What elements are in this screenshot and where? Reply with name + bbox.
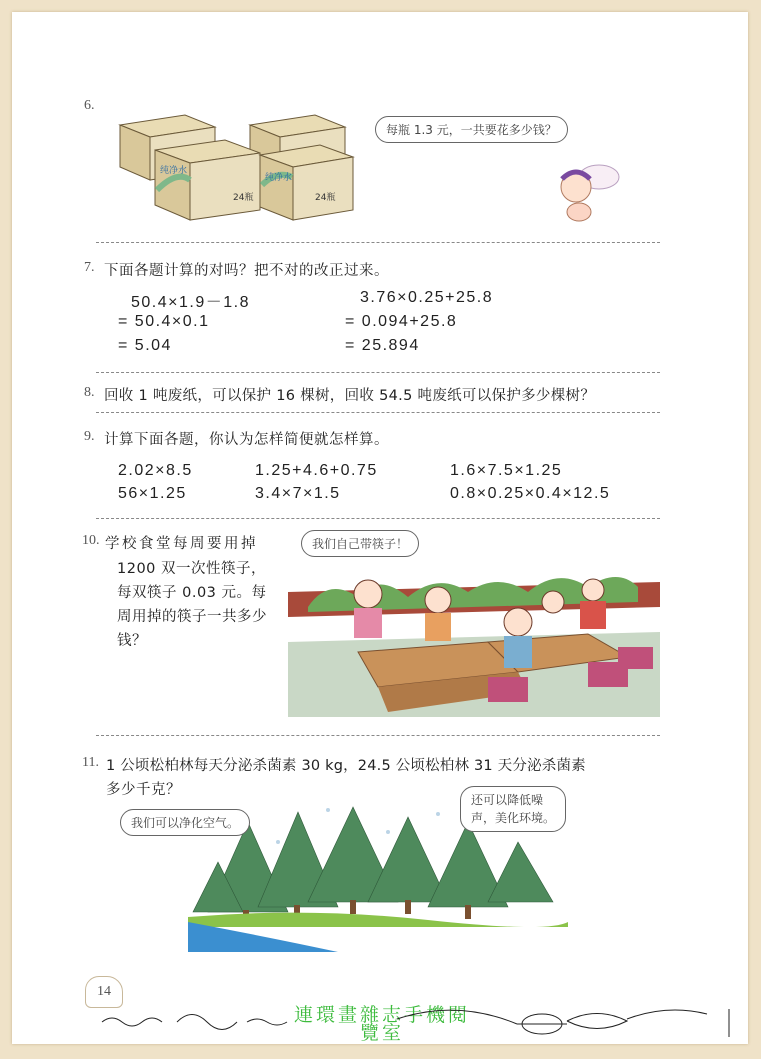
q11-line: 多少千克？ [106,782,181,798]
q7-left-line-1: 50.4×1.9－1.8 [131,294,250,311]
q10-line: 钱？ [117,633,147,649]
box-label: 纯净水 [160,166,188,176]
q9-expr: 1.6×7.5×1.25 [450,462,563,479]
q7-left-line-2: = 50.4×0.1 [118,313,210,330]
divider [96,242,660,243]
divider [96,372,660,373]
q9-expr: 0.8×0.25×0.4×12.5 [450,485,611,502]
q7-right-line-3: = 25.894 [345,337,420,354]
page-number: 14 [85,976,123,1008]
textbook-page [12,12,748,1044]
q8-number: 8. [84,385,95,400]
box-count: 24瓶 [315,193,336,203]
watermark-line: 覽室 [359,1022,404,1044]
q11-speech-bubble-right [460,786,566,832]
q10-line: 学校食堂每周要用掉 [105,536,258,552]
q7-left-line-3: = 5.04 [118,337,172,354]
q9-text: 计算下面各题，你认为怎样简便就怎样算。 [104,432,389,448]
q9-expr: 56×1.25 [118,485,187,502]
q8-text: 回收 1 吨废纸，可以保护 16 棵树，回收 54.5 吨废纸可以保护多少棵树？ [104,388,596,404]
q9-number: 9. [84,429,95,444]
bubble-line: 声，美化环境。 [471,811,556,825]
q11-number: 11. [82,755,99,770]
bubble-line: 还可以降低噪 [471,793,544,807]
decorative-flourish-icon [97,1004,737,1037]
canteen-illustration [288,552,660,717]
q10-line: 1200 双一次性筷子， [117,561,267,577]
q11-speech-bubble-left: 我们可以净化空气。 [120,809,250,836]
q10-line: 每双筷子 0.03 元。每 [117,585,267,601]
q6-number: 6. [84,98,95,113]
q10-line: 周用掉的筷子一共多少 [117,609,267,625]
q11-line: 1 公顷松柏林每天分泌杀菌素 30 kg，24.5 公顷松柏林 31 天分泌杀菌素 [106,758,586,774]
q7-right-line-2: = 0.094+25.8 [345,313,458,330]
q6-speech-bubble: 每瓶 1.3 元，一共要花多少钱？ [375,116,568,143]
q7-right-line-1: 3.76×0.25+25.8 [360,289,494,306]
box-count: 24瓶 [233,193,254,203]
watermark-line: 連環畫雜志手機閱 [293,1004,470,1026]
q10-speech-bubble: 我们自己带筷子！ [301,530,419,557]
water-boxes-illustration [115,105,355,235]
q9-expr: 1.25+4.6+0.75 [255,462,378,479]
q7-number: 7. [84,260,95,275]
divider [96,735,660,736]
q9-expr: 2.02×8.5 [118,462,193,479]
q10-number: 10. [82,533,100,548]
q7-text: 下面各题计算的对吗？把不对的改正过来。 [104,263,389,279]
divider [96,412,660,413]
box-label: 纯净水 [265,173,293,183]
angel-character-icon [544,147,624,227]
divider [96,518,660,519]
q9-expr: 3.4×7×1.5 [255,485,341,502]
